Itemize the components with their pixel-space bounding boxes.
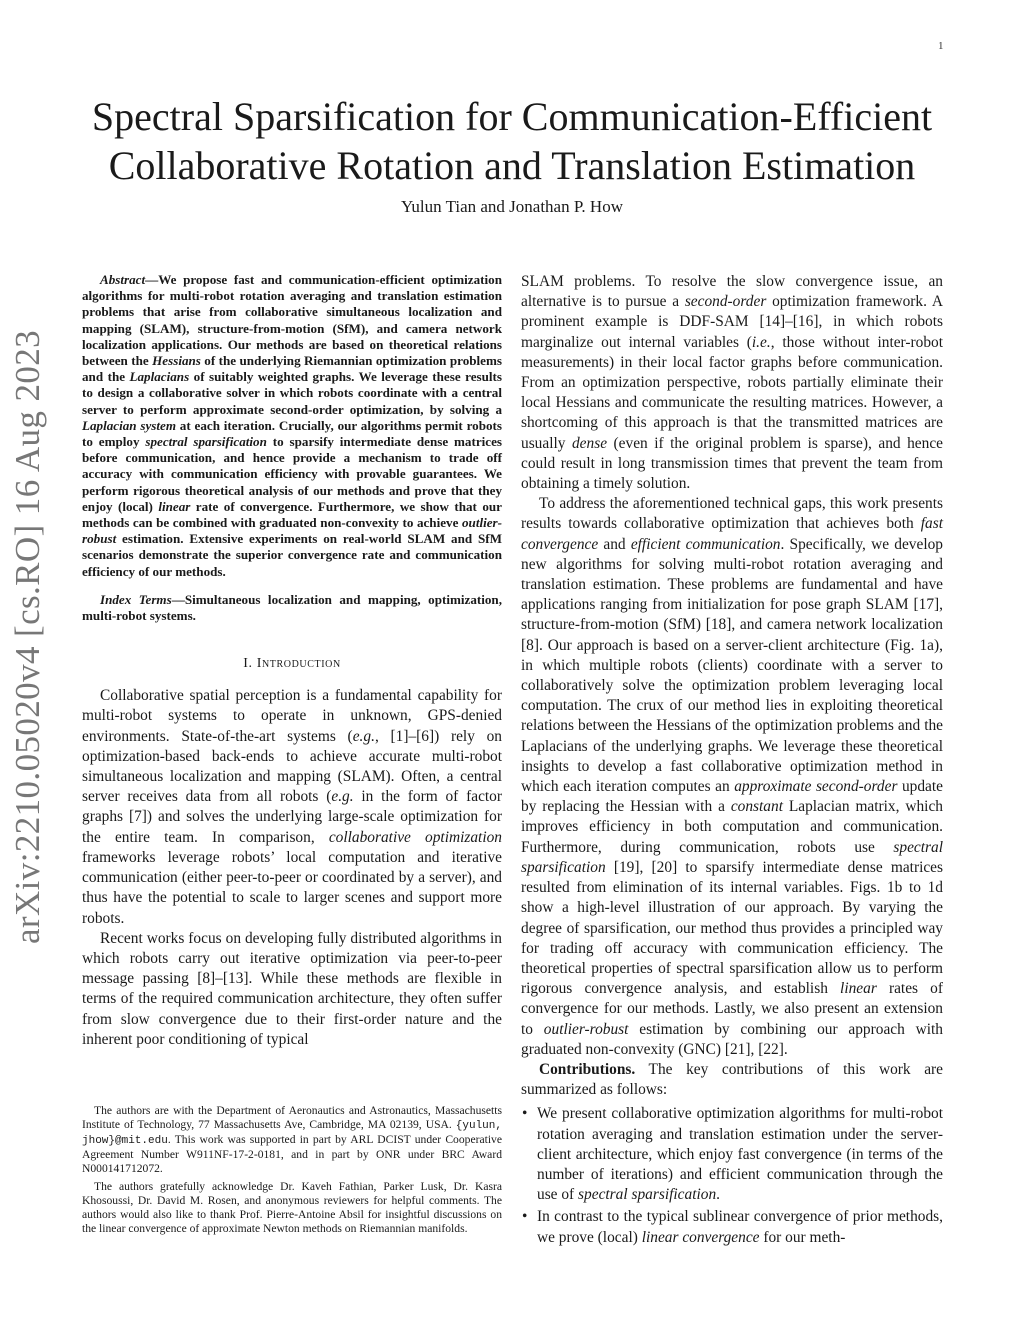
contributions-label: Contributions. [539, 1060, 636, 1078]
abstract-emphasis: spectral sparsification [145, 434, 267, 450]
section-title: Introduction [256, 656, 341, 672]
paragraph-text: estimation by combining our approach with graduated non-convexity (GNC) [21], [22]. [521, 1020, 943, 1058]
list-item-text: . [716, 1186, 720, 1204]
abstract-text: estimation. Extensive experiments on real-world SLAM and SfM scenarios demonstrate the superior convergence rate and communication efficiency of our methods. [82, 531, 502, 579]
abstract-text: of suitably weighted graphs. We leverage these results to design a collaborative solver in which robots coordinate with a central server to perform approximate second-order optimization, by solving a [82, 369, 502, 417]
abstract-text: at each iteration. Crucially, our algorithms permit robots to employ [82, 417, 502, 450]
paragraph-emphasis: dense [571, 434, 608, 452]
paragraph-emphasis: fast convergence [521, 515, 943, 553]
title-line-2: Collaborative Rotation and Translation Estimation [108, 143, 916, 188]
paragraph-emphasis: spectral sparsification [521, 838, 943, 876]
paragraph-emphasis: approximate second-order [734, 778, 898, 796]
list-item-text: We present collaborative optimization algorithms for multi-robot rotation averaging and translation estimation under the server-client architecture, which enjoy fast convergence (in terms of the number of iterations) and efficient communication through the use of [537, 1105, 943, 1204]
paragraph-text: . Specifically, we develop new algorithms for solving multi-robot rotation averaging and translation estimation. These problems are fundamental and have applications ranging from initialization for pose graph SLAM [17], structure-from-motion (SfM) [18], and camera network localization [8]. Our approach is based on a server-client architecture (Fig. 1a), in which multiple robots (clients) coordinate with a server to collaboratively solve the optimization problem leveraging local computation. The crux of our method lies in exploiting theoretical relations between the Hessians of the optimization problems and the Laplacians of the underlying graphs. We leverage these theoretical insights to develop a fast collaborative optimization method in which each iteration computes an [521, 535, 943, 796]
abstract-emphasis: Laplacian system [82, 417, 176, 433]
intro-paragraph-1 [82, 686, 502, 928]
list-item [521, 1207, 943, 1247]
contributions-text: The key contributions of this work are summarized as follows: [521, 1060, 943, 1099]
paragraph-text: Collaborative spatial perception is a fundamental capability for multi-robot systems to operate in unknown, GPS-denied environments. State-of-the-art systems ( [82, 687, 502, 745]
right-paragraph-2 [521, 494, 943, 1060]
abstract [82, 272, 502, 580]
abstract-emphasis: linear [158, 498, 191, 514]
footnote-acknowledgment: The authors gratefully acknowledge Dr. Kaveh Fathian, Parker Lusk, Dr. Kasra Khosoussi, Dr. David M. Rosen, and anonymous reviewers for helpful comments. The authors would also like to thank Prof. Pierre-Antoine Absil for insightful discussions on the linear convergence of approximate Newton methods on Riemannian manifolds. [82, 1180, 502, 1235]
intro-paragraph-2: Recent works focus on developing fully distributed algorithms in which robots carry out iterative optimization via peer-to-peer message passing [8]–[13]. While these methods are flexible in terms of the required communication architecture, they often suffer from slow convergence due to their first-order nature and the inherent poor conditioning of typical [82, 929, 502, 1048]
section-heading-introduction [82, 656, 502, 672]
index-terms-text: Simultaneous localization and mapping, optimization, multi-robot systems. [82, 591, 502, 624]
paragraph-emphasis: i.e. [751, 333, 771, 351]
paragraph-emphasis: linear [840, 980, 877, 998]
paper-title [60, 92, 964, 190]
paragraph-text: , [1]–[6]) rely on optimization-based back-ends to achieve accurate multi-robot simultaneous localization and mapping (SLAM). Often, a central server receives data from all robots ( [82, 727, 503, 806]
footnote-text: The authors are with the Department of Aeronautics and Astronautics, Massachusetts Institute of Technology, 77 Massachusetts Ave, Cambridge, MA 02139, USA. [82, 1104, 502, 1131]
bullet-icon: • [522, 1105, 528, 1123]
paragraph-emphasis: e.g. [352, 727, 375, 745]
paragraph-text: Laplacian matrix, which improves efficiency in both computation and communication. Furthermore, during communication, robots use [521, 798, 943, 856]
paragraph-text: , those without inter-robot measurements) in their local factor graphs before communication. From an optimization perspective, robots partially eliminate their local Hessians and communicate the resulting matrices. However, a shortcoming of this approach is that the transmitted matrices are usually [521, 333, 943, 452]
list-item-emphasis: linear convergence [641, 1228, 760, 1246]
paragraph-text: update by replacing the Hessian with a [521, 778, 943, 816]
paragraph-text: SLAM problems. To resolve the slow convergence issue, an alternative is to pursue a [521, 273, 943, 311]
abstract-emphasis: Hessians [152, 353, 201, 369]
author-email[interactable]: {yulun, jhow}@mit.edu [82, 1120, 502, 1147]
left-column [82, 272, 502, 1050]
arxiv-identifier-stamp: arXiv:2210.05020v4 [cs.RO] 16 Aug 2023 [8, 329, 47, 944]
abstract-emphasis: Laplacians [129, 369, 190, 385]
contributions-list [521, 1104, 943, 1247]
abstract-text: to sparsify intermediate dense matrices before communication, and hence provide a mechanism to trade off accuracy with communication efficiency with provable guarantees. We perform rigorous theoretical analysis of our methods and prove that they enjoy (local) [82, 434, 502, 514]
paragraph-text: and [598, 535, 631, 553]
paragraph-text: To address the aforementioned technical gaps, this work presents results towards collaborative optimization that achieves both [521, 495, 943, 533]
abstract-text: We propose fast and communication-efficient optimization algorithms for multi-robot rotation averaging and translation estimation problems that arise from collaborative simultaneous localization and mapping (SLAM), structure-from-motion (SfM), and camera network localization applications. Our methods are based on theoretical relations between the [82, 272, 502, 369]
list-item-text: for our meth- [759, 1228, 846, 1246]
paragraph-emphasis: collaborative optimization [328, 828, 503, 846]
paragraph-text: [19], [20] to sparsify intermediate dense matrices resulted from elimination of its internal variables. Figs. 1b to 1d show a high-level illustration of our approach. By varying the degree of sparsification, our method thus provides a principled way for trading off accuracy with communication efficiency. The theoretical properties of spectral sparsification allow us to perform rigorous convergence analysis, and establish [521, 858, 943, 998]
paragraph-text: rates of convergence for our methods. Lastly, we also present an extension to [521, 980, 943, 1038]
paragraph-text: in the form of factor graphs [7]) and solves the underlying large-scale optimization for the entire team. In comparison, [82, 788, 502, 846]
contributions-paragraph [521, 1060, 943, 1100]
abstract-label: Abstract [100, 272, 146, 287]
author-list: Yulun Tian and Jonathan P. How [401, 197, 623, 216]
paragraph-emphasis: constant [730, 798, 783, 816]
paragraph-emphasis: efficient communication [630, 535, 781, 553]
section-number: I. [243, 656, 253, 672]
paragraph-text: frameworks leverage robots’ local computation and iterative communication (either peer-to-peer or coordinated by a server), and thus have the potential to scale to larger scenes and support more robots. [82, 848, 502, 927]
bullet-icon: • [522, 1208, 528, 1226]
index-terms [82, 592, 502, 624]
abstract-text: of the underlying Riemannian optimization problems and the [82, 353, 502, 385]
paragraph-emphasis: second-order [684, 293, 767, 311]
paragraph-text: (even if the original problem is sparse), and hence could result in long transmission times that prevent the team from obtaining a timely solution. [521, 434, 943, 493]
paragraph-text: optimization framework. A prominent example is DDF-SAM [14]–[16], in which robots marginalize out internal variables ( [521, 293, 943, 351]
list-item-emphasis: spectral sparsification [578, 1186, 717, 1204]
paragraph-emphasis: outlier-robust [543, 1020, 629, 1038]
page-number: 1 [938, 40, 944, 52]
right-paragraph-1 [521, 272, 943, 494]
title-line-1: Spectral Sparsification for Communication-Efficient [91, 94, 933, 139]
list-item [521, 1104, 943, 1205]
abstract-dash: — [145, 272, 159, 287]
footnote-text: . This work was supported in part by ARL DCIST under Cooperative Agreement Number W911NF-17-2-0181, and in part by ONR under BRC Award N000141712072. [82, 1133, 502, 1175]
paragraph-emphasis: e.g. [331, 788, 354, 806]
right-column [521, 272, 943, 1250]
index-terms-dash: — [171, 591, 185, 607]
index-terms-label: Index Terms [100, 591, 172, 607]
footnotes [82, 1104, 502, 1240]
footnote-affiliation [82, 1104, 502, 1176]
list-item-text: In contrast to the typical sublinear convergence of prior methods, we prove (local) [537, 1208, 943, 1246]
abstract-emphasis: outlier-robust [82, 515, 502, 547]
abstract-text: rate of convergence. Furthermore, we show that our methods can be combined with graduated non-convexity to achieve [82, 498, 502, 531]
